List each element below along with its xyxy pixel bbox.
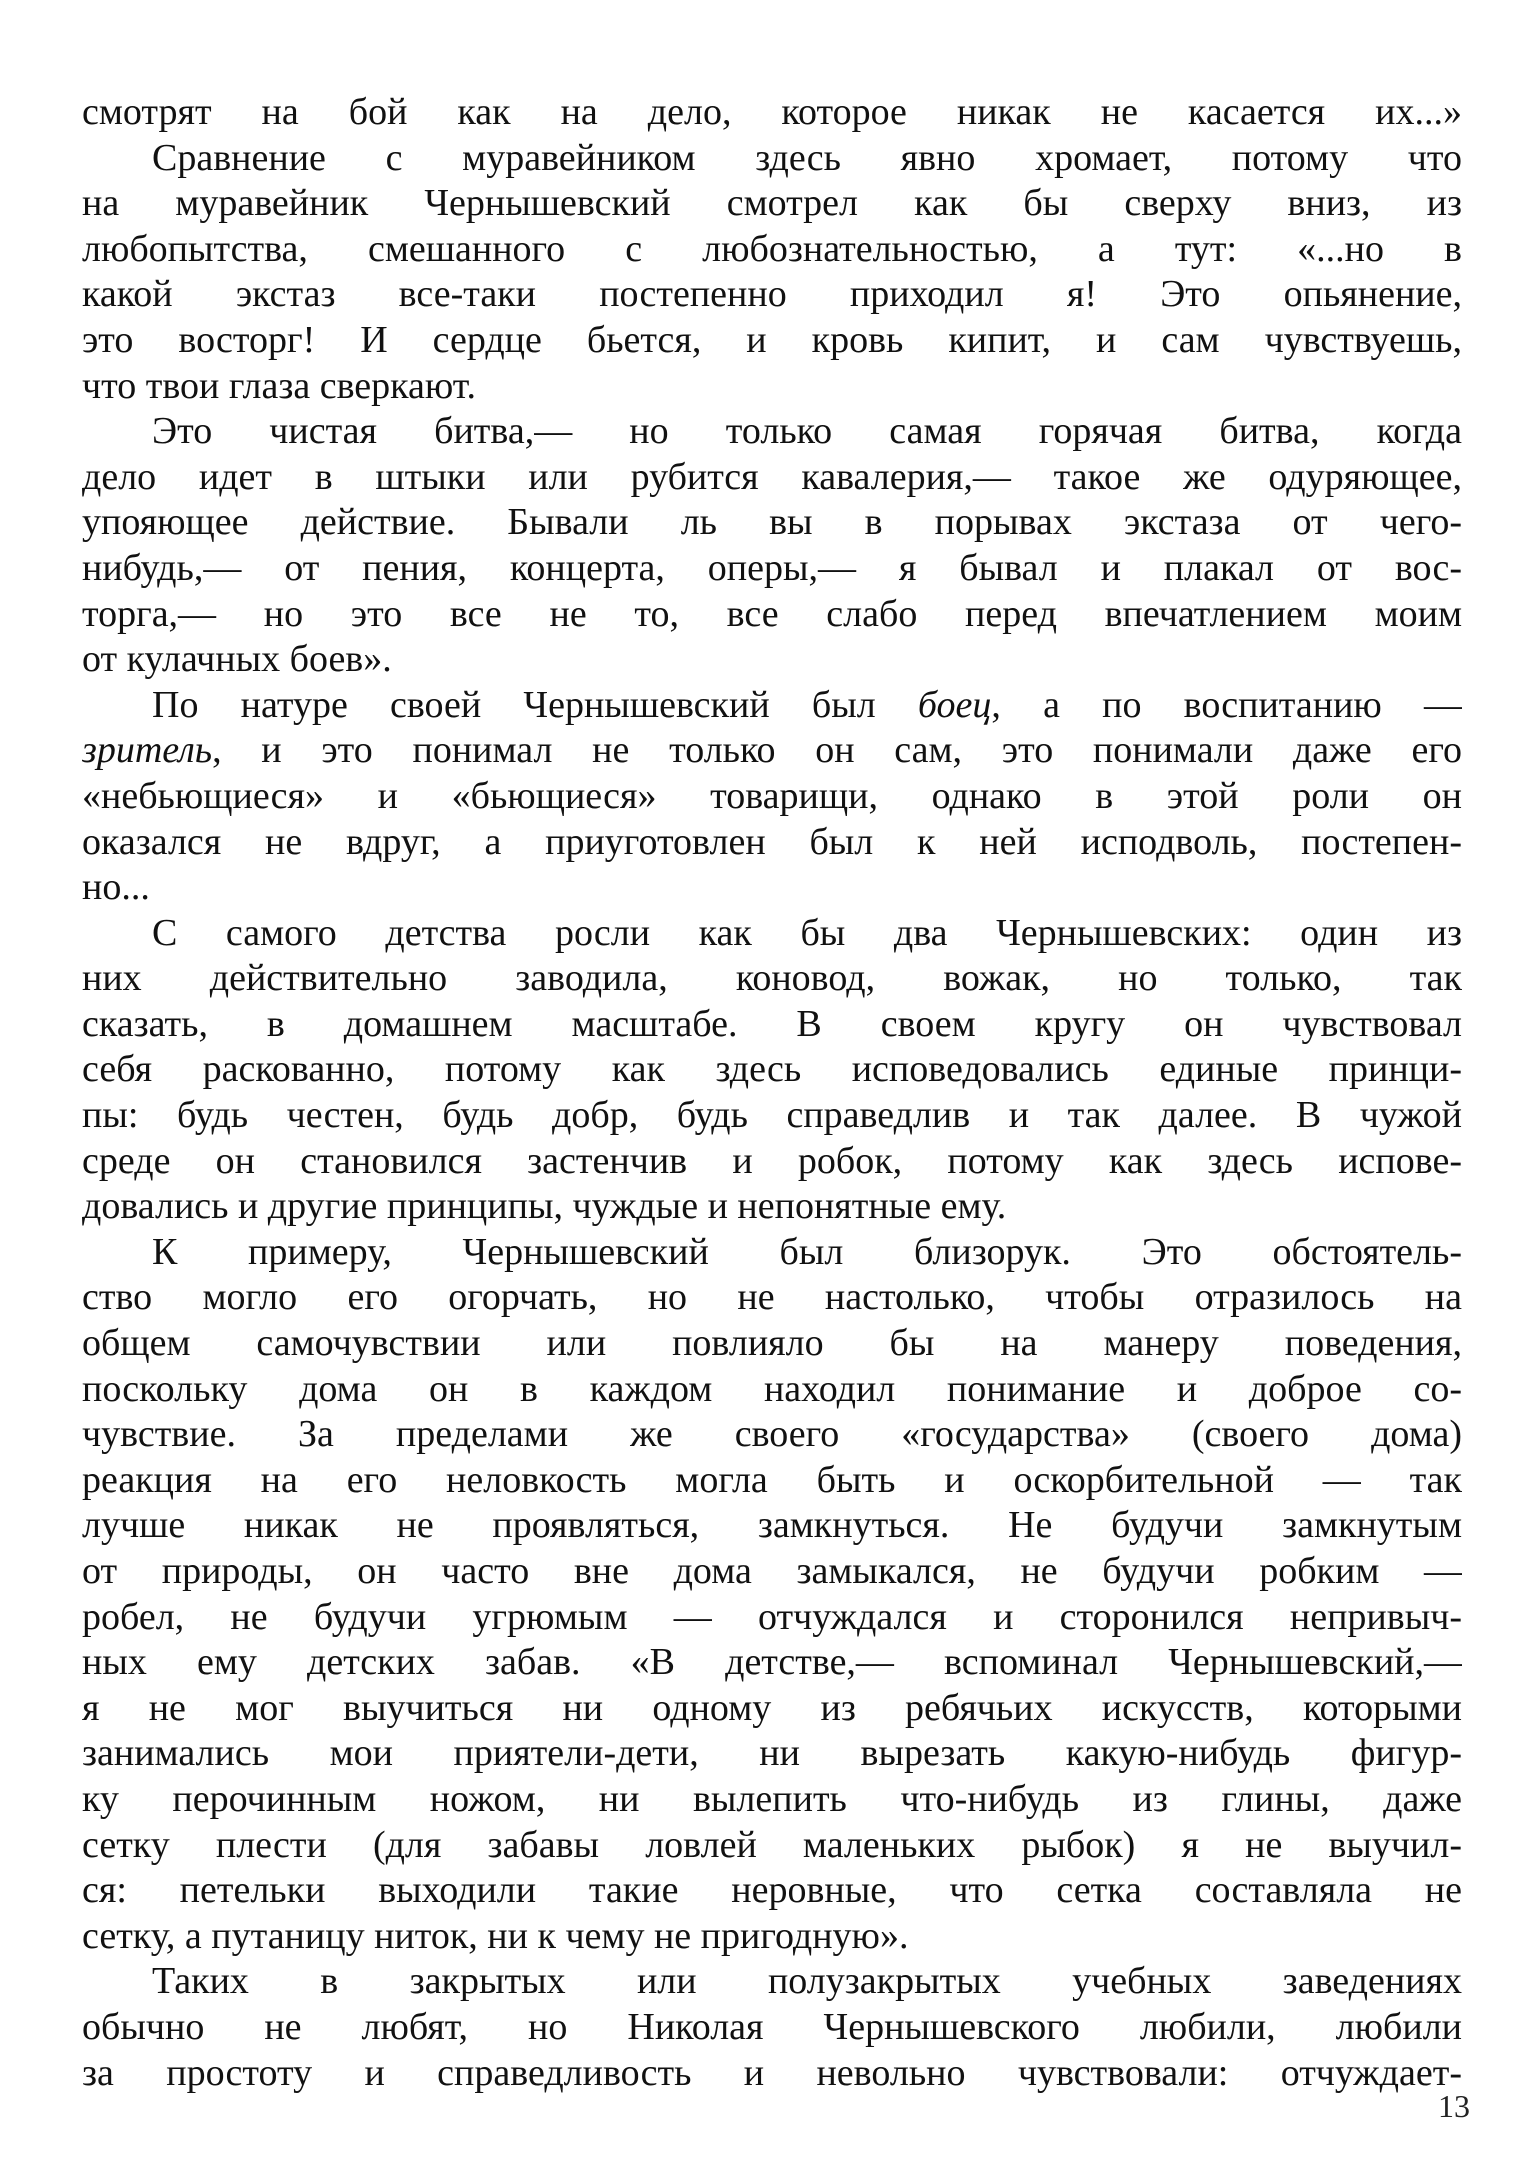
text-line: какой экстаз все-таки постепенно приходил я! Это опьянение, [82,273,1462,316]
text-line: «небьющиеся» и «бьющиеся» товарищи, однако в этой роли он [82,774,1462,817]
text-line: от природы, он часто вне дома замыкался, не будучи робким — [82,1550,1462,1592]
paragraph-start-line: Таких в закрытых или полузакрытых учебных заведениях [152,1960,1462,2003]
paragraph-end-line: но... [82,866,150,909]
text-line: сетку плести (для забавы ловлей маленьких рыбок) я не выучил- [82,1823,1462,1866]
text-line: ство могло его огорчать, но не настолько, чтобы отразилось на [82,1276,1462,1319]
text-line: торга,— но это все не то, все слабо перед впечатлением моим [82,592,1462,635]
text-line: упояющее действие. Бывали ль вы в порывах экстаза от чего- [82,501,1462,544]
emphasized-word: зритель [82,729,213,772]
paragraph-start-line: По натуре своей Чернышевский был боец, а по воспитанию — [152,683,1462,726]
text-line: среде он становился застенчив и робок, потому как здесь испове- [82,1139,1462,1182]
text-line: смотрят на бой как на дело, которое никак не касается их...» [82,91,1462,133]
text-line: нибудь,— от пения, концерта, оперы,— я бывал и плакал от вос- [82,546,1462,589]
page-number: 13 [1438,2088,1470,2124]
paragraph-end-line: довались и другие принципы, чуждые и непонятные ему. [82,1185,1007,1228]
text-line: я не мог выучиться ни одному из ребячьих искусств, которыми [82,1686,1462,1729]
text-line: за простоту и справедливость и невольно чувствовали: отчуждает- [82,2051,1462,2094]
text-line: них действительно заводила, коновод, вожак, но только, так [82,957,1462,1000]
text-line: чувствие. За пределами же своего «государства» (своего дома) [82,1413,1462,1456]
paragraph-start-line: Сравнение с муравейником здесь явно хромает, потому что [152,136,1462,179]
paragraph-end-line: сетку, а путаницу ниток, ни к чему не пригодную». [82,1914,909,1957]
text-line: лучше никак не проявляться, замкнуться. Не будучи замкнутым [82,1504,1462,1547]
text-line: сказать, в домашнем масштабе. В своем кругу он чувствовал [82,1002,1462,1045]
page-body [82,90,1462,2096]
paragraph-end-line: что твои глаза сверкают. [82,364,477,407]
text-line: оказался не вдруг, а приуготовлен был к ней исподволь, постепен- [82,820,1462,863]
emphasized-word: боец [917,683,992,726]
text-line: любопытства, смешанного с любознательностью, а тут: «...но в [82,227,1462,270]
text-line: зритель, и это понимал не только он сам, это понимали даже его [82,729,1462,772]
text-line: ся: петельки выходили такие неровные, что сетка составляла не [82,1869,1462,1912]
text-line: себя раскованно, потому как здесь исповедовались единые принци- [82,1048,1462,1091]
paragraph-end-line: от кулачных боев». [82,638,392,681]
paragraph-start-line: С самого детства росли как бы два Чернышевских: один из [152,911,1462,954]
text-line: ных ему детских забав. «В детстве,— вспоминал Чернышевский,— [82,1641,1462,1684]
text-line: робел, не будучи угрюмым — отчуждался и сторонился непривыч- [82,1595,1462,1638]
text-line: на муравейник Чернышевский смотрел как бы сверху вниз, из [82,182,1462,225]
text-line: обычно не любят, но Николая Чернышевского любили, любили [82,2005,1462,2048]
text-line: пы: будь честен, будь добр, будь справедлив и так далее. В чужой [82,1094,1462,1137]
text-line: общем самочувствии или повлияло бы на манеру поведения, [82,1322,1462,1365]
text-line: реакция на его неловкость могла быть и оскорбительной — так [82,1458,1462,1501]
text-line: дело идет в штыки или рубится кавалерия,— такое же одуряющее, [82,455,1462,498]
text-line: это восторг! И сердце бьется, и кровь кипит, и сам чувствуешь, [82,318,1462,361]
text-line: поскольку дома он в каждом находил понимание и доброе со- [82,1367,1462,1410]
text-line: ку перочинным ножом, ни вылепить что-нибудь из глины, даже [82,1777,1462,1820]
paragraph-start-line: Это чистая битва,— но только самая горячая битва, когда [152,410,1462,453]
paragraph-start-line: К примеру, Чернышевский был близорук. Это обстоятель- [152,1230,1462,1273]
text-line: занимались мои приятели-дети, ни вырезать какую-нибудь фигур- [82,1732,1462,1775]
